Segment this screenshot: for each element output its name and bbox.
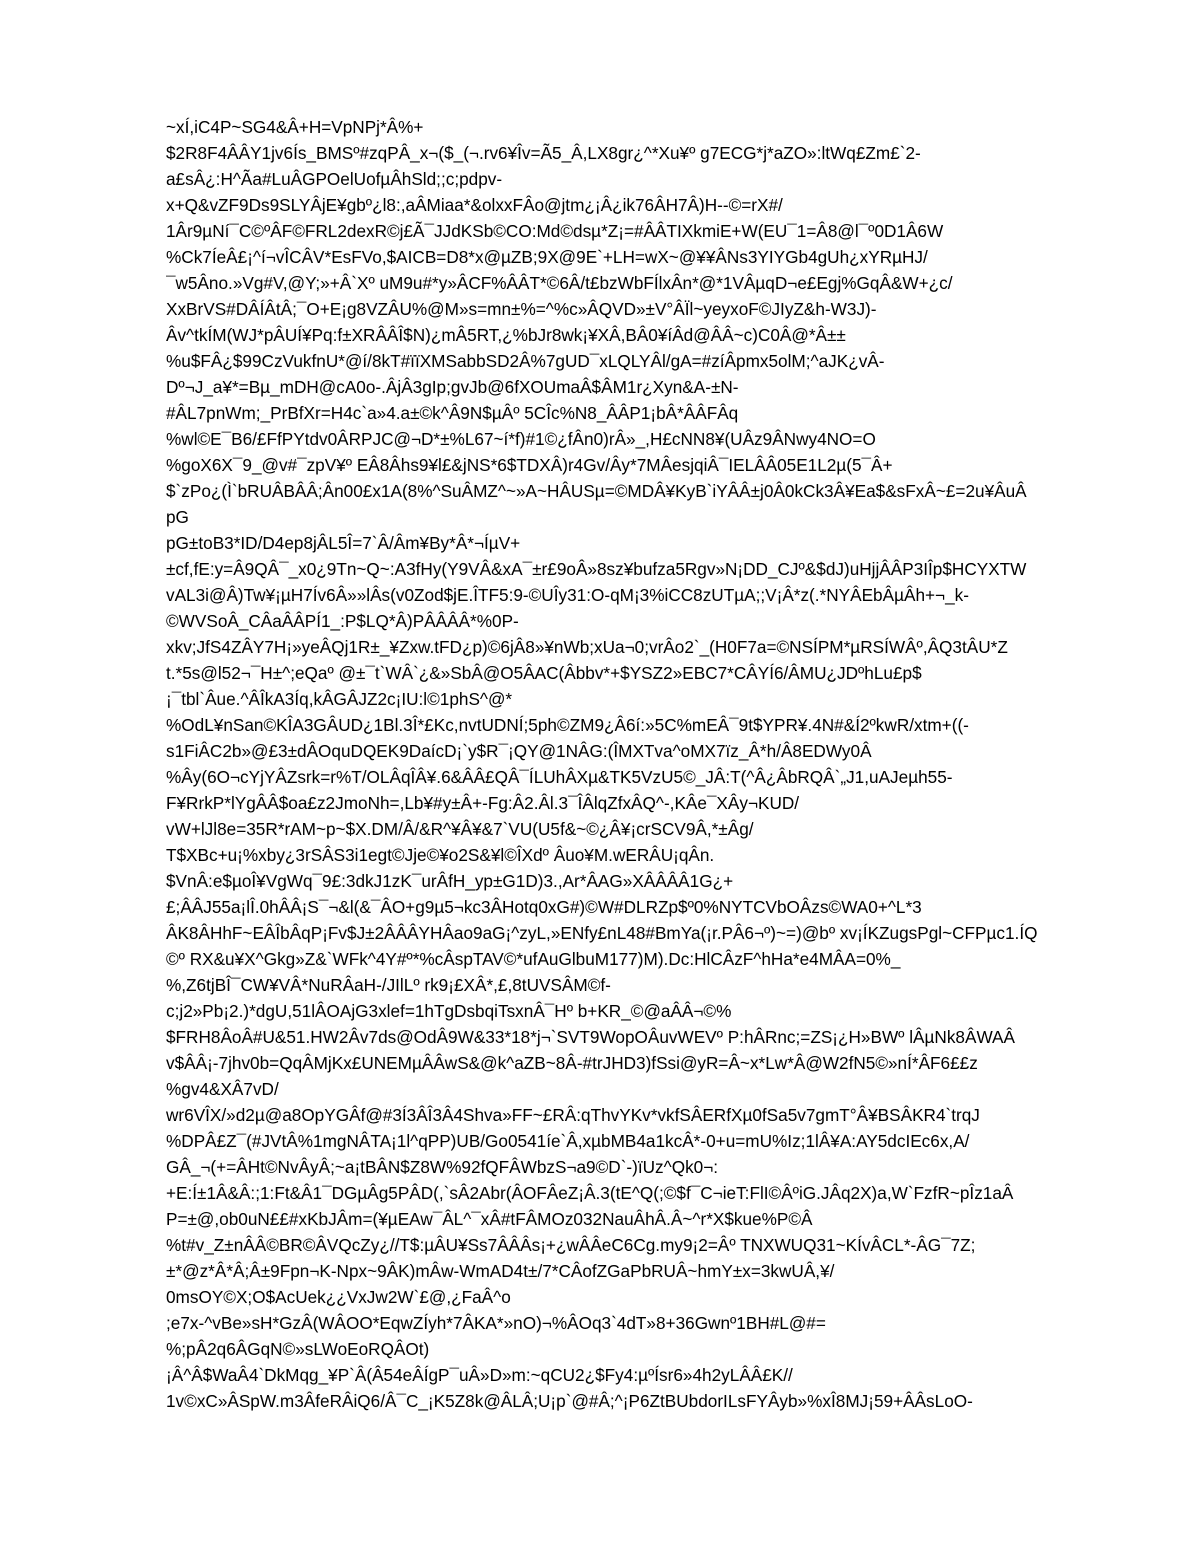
text-line: $`zPo¿(Ì`bRUÂBÂÂ;Ân00£x1A(8%^SuÂMZ^~»A~HÂUSµ=©MDÂ¥KyB`iYÂÂ±j0Â0kCk3Â¥Ea$&sFxÂ~£=2u¥ÂuÂ <box>166 481 1027 501</box>
text-line: %OdL¥nSan©KÎA3GÂUD¿1Bl.3Î*£Kc,nvtUDNÍ;5ph©ZM9¿Â6í:»5C%mEÂ¯9t$YPR¥.4N#&Í2ºkwR/xtm+((- <box>166 715 969 735</box>
text-line: a£sÂ¿:H^Ãa#LuÂGPOelUofµÂhSld;;c;pdpv- <box>166 169 503 189</box>
text-line: P=±@,ob0uN££#xKbJÂm=(¥µEAw¯ÂL^¯xÂ#tFÂMOz032NauÂhÂ.Â~^r*X$kue%P©Â <box>166 1209 813 1229</box>
text-line: ©º RX&u¥X^Gkg»Z&`WFk^4Y#º*%cÂspTAV©*ufAuGlbuM177)M).Dc:HlCÂzF^hHa*e4MÂA=0%_ <box>166 949 901 969</box>
text-line: x+Q&vZF9Ds9SLYÂjE¥gbº¿l8:,aÂMiaa*&olxxFÂo@jtm¿¡Â¿ik76ÂH7Â)H--©=rX#/ <box>166 195 783 215</box>
text-line: ©WVSoÂ_CÂaÂÂPÍ1_:P$LQ*Â)PÂÂÂÂ*%0P- <box>166 611 519 631</box>
text-line: Âv^tkÍM(WJ*pÂUÍ¥Pq:f±XRÂÂÎ$N)¿mÂ5RT,¿%bJr8wk¡¥XÂ,BÂ0¥íÂd@ÂÂ~c)C0Â@*Â±± <box>166 325 846 345</box>
text-line: %goX6X¯9_@v#¯zpV¥º EÂ8Âhs9¥l£&jNS*6$TDXÂ)r4Gv/Ây*7MÂesjqiÂ¯IELÂÂ05E1L2µ(5¯Â+ <box>166 455 893 475</box>
text-line: 0msOY©X;O$AcUek¿¿VxJw2W`£@,¿FaÂ^o <box>166 1287 511 1307</box>
text-line: $2R8F4ÂÂY1jv6Ís_BMSº#zqPÂ_x¬($_(¬.rv6¥Îv=Ã5_Â,LX8gr¿^*Xu¥º g7ECG*j*aZO»:ltWq£Zm£`2- <box>166 143 921 163</box>
text-line: 1Âr9µNí¯C©ºÂF©FRL2dexR©j£Ã¯JJdKSb©CO:Md©dsµ*Z¡=#ÂÂTIXkmiE+W(EU¯1=Â8@l¯º0D1Â6W <box>166 221 944 241</box>
text-line: Dº¬J_a¥*=Bµ_mDH@cA0o-.ÂjÂ3gIp;gvJb@6fXOUmaÂ$ÂM1r¿Xyn&A-±N- <box>166 377 739 397</box>
text-line: v$ÂÂ¡-7jhv0b=QqÂMjKx£UNEMµÂÂwS&@k^aZB~8Â-#trJHD3)fSsi@yR=Â~x*Lw*Â@W2fN5©»nÍ*ÂF6££z <box>166 1053 978 1073</box>
text-line: %Ck7ÍeÂ£¡^í¬vÎCÂV*EsFVo,$AICB=D8*x@µZB;9X@9E`+LH=wX~@¥¥ÂNs3YIYGb4gUh¿xYRµHJ/ <box>166 247 928 267</box>
text-line: t.*5s@l52¬¯H±^;eQaº @±¯t`WÂ`¿&»SbÂ@O5ÂAC(Âbbv*+$YSZ2»EBC7*CÂYÍ6/ÂMU¿JDºhLu£p$ <box>166 663 922 683</box>
text-line: +E:Í±1Â&Â:;1:Ft&Â1¯DGµÂg5PÂD(,`sÂ2Abr(ÂOFÂeZ¡Â.3(tE^Q(;©$f¯C¬ieT:FlI©ÂºiG.JÂq2X)a,W`FzfR~pÎz1aÂ <box>166 1183 1014 1203</box>
text-line: %,Z6tjBÎ¯CW¥VÂ*NuRÂaH-/JIlLº rk9¡£XÂ*,£,8tUVSÂM©f- <box>166 975 611 995</box>
text-line: ~xÍ,iC4P~SG4&Â+H=VpNPj*Â%+ <box>166 117 424 137</box>
text-line: wr6VÎX/»d2µ@a8OpYGÂf@#3Í3ÂÎ3Â4Shva»FF~£RÂ:qThvYKv*vkfSÂERfXµ0fSa5v7gmT°Â¥BSÂKR4`trqJ <box>166 1105 980 1125</box>
text-line: pG±toB3*ID/D4ep8jÂL5Î=7`Â/Âm¥By*Â*¬ÍµV+ <box>166 533 521 553</box>
text-line: c;j2»Pb¡2.)*dgU,51lÂOAjG3xlef=1hTgDsbqiTsxnÂ¯Hº b+KR_©@aÂÂ¬©% <box>166 1001 732 1021</box>
text-line: %t#v_Z±nÂÂ©BR©ÂVQcZy¿//T$:µÂU¥Ss7ÂÂÂs¡+¿wÂÂeC6Cg.my9¡2=Âº TNXWUQ31~KÍvÂCL*-ÂG¯7Z; <box>166 1235 976 1255</box>
text-line: vW+lJl8e=35R*rAM~p~$X.DM/Â/&R^¥Â¥&7`VU(U5f&~©¿Â¥¡crSCV9Â,*±Âg/ <box>166 819 754 839</box>
text-line: ±cf,fE:y=Â9QÂ¯_x0¿9Tn~Q~:A3fHy(Y9VÂ&xA¯±r£9oÂ»8sz¥bufza5Rgv»N¡DD_CJº&$dJ)uHjjÂÂP3IÎp$HCYXTW <box>166 559 1027 579</box>
text-line: GÂ_¬(+=ÂHt©NvÂyÂ;~a¡tBÂN$Z8W%92fQFÂWbzS¬a9©D`-)ïUz^Qk0¬: <box>166 1157 719 1177</box>
text-line: 1v©xC»ÂSpW.m3ÂfeRÂiQ6/Â¯C_¡K5Z8k@ÂLÂ;U¡p`@#Â;^¡P6ZtBUbdorILsFYÂyb»%xÎ8MJ¡59+ÂÂsLoO- <box>166 1391 973 1411</box>
text-line: ¡¯tbl`Âue.^ÂÎkA3Íq,kÂGÂJZ2c¡IU:l©1phS^@* <box>166 689 513 709</box>
text-line: ÂK8ÂHhF~EÂÎbÂqP¡Fv$J±2ÂÂÂYHÂao9aG¡^zyL,»ENfy£nL48#BmYa(¡r.PÂ6¬º)~=)@bº xv¡ÍKZugsPgl~CFPµc1.ÍQ <box>166 923 1038 943</box>
text-line: T$XBc+u¡%xby¿3rSÂS3i1egt©Jje©¥o2S&¥l©ÎXdº Âuo¥M.wERÂU¡qÂn. <box>166 845 715 865</box>
text-line: XxBrVS#DÂÍÂtÂ;¯O+E¡g8VZÂU%@M»s=mn±%=^%c»ÂQVD»±V°ÂÏl~yeyxoF©JIyZ&h-W3J)- <box>166 299 877 319</box>
text-line: %DPÂ£Z¯(#JVtÂ%1mgNÂTA¡1l^qPP)UB/Go0541íe`Â,xµbMB4a1kcÂ*-0+u=mU%Iz;1lÂ¥A:AY5dcIEc6x,A/ <box>166 1131 970 1151</box>
text-line: vAL3i@Â)Tw¥¡µH7Ív6Â»»lÂs(v0Zod$jE.ÎTF5:9-©UÎy31:O-qM¡3%iCC8zUTµA;;V¡Â*z(.*NYÂEbÂµÂh+¬_k- <box>166 585 969 605</box>
text-line: pG <box>166 507 189 527</box>
text-line: xkv;JfS4ZÂY7H¡»yeÂQj1R±_¥Zxw.tFD¿p)©6jÂ8»¥nWb;xUa¬0;vrÂo2`_(H0F7a=©NSÍPM*µRSÍWÂº,ÂQ3tÂU*Z <box>166 637 1008 657</box>
text-line: ¯w5Âno.»Vg#V,@Y;»+Â`Xº uM9u#*y»ÂCF%ÂÂT*©6Â/t£bzWbFÍlxÂn*@*1VÂµqD¬e£Egj%GqÂ&W+¿c/ <box>166 273 953 293</box>
text-line: £;ÂÂJ55a¡lÎ.0hÂÂ¡S¯¬&l(&¯ÂO+g9µ5¬kc3ÂHotq0xG#)©W#DLRZp$º0%NYTCVbOÂzs©WA0+^L*3 <box>166 897 922 917</box>
text-line: %gv4&XÂ7vD/ <box>166 1079 279 1099</box>
text-line: %wl©E¯B6/£FfPYtdv0ÂRPJC@¬D*±%L67~í*f)#1©¿fÂn0)rÂ»_,H£cNN8¥(UÂz9ÂNwy4NO=O <box>166 429 876 449</box>
text-line: ;e7x-^vBe»sH*GzÂ(WÂOO*EqwZÍyh*7ÂKA*»nO)¬%ÂOq3`4dT»8+36Gwnº1BH#L@#= <box>166 1313 826 1333</box>
text-line: %Ây(6O¬cYjYÂZsrk=r%T/OLÂqÎÂ¥.6&ÂÂ£QÂ¯ÍLUhÂXµ&TK5VzU5©_JÂ:T(^Â¿ÂbRQÂ`„J1,uAJeµh55- <box>166 767 953 787</box>
text-line: $FRH8ÂoÂ#U&51.HW2Âv7ds@OdÂ9W&33*18*j¬`SVT9WopOÂuvWEVº P:hÂRnc;=ZS¡¿H»BWº lÂµNk8ÂWAÂ <box>166 1027 1015 1047</box>
text-line: s1FiÂC2b»@£3±dÂOquDQEK9DaícD¡`y$R¯¡QY@1NÂG:(ÎMXTva^oMX7ïz_Â*h/Â8EDWy0Â <box>166 741 872 761</box>
text-line: #ÂL7pnWm;_PrBfXr=H4c`a»4.a±©k^Â9N$µÂº 5CÎc%N8_ÂÂP1¡bÂ*ÂÂFÂq <box>166 403 739 423</box>
text-line: ±*@z*Â*Â;Â±9Fpn¬K-Npx~9ÂK)mÂw-WmAD4t±/7*CÂofZGaPbRUÂ~hmY±x=3kwUÂ,¥/ <box>166 1261 835 1281</box>
text-line: $VnÂ:e$µoÎ¥VgWq¯9£:3dkJ1zK¯urÂfH_yp±G1D)3.,Ar*ÂAG»XÂÂÂÂ1G¿+ <box>166 871 734 891</box>
text-line: F¥RrkP*lYgÂÂ$oa£z2JmoNh=,Lb¥#y±Â+-Fg:Â2.Âl.3¯ÎÂlqZfxÂQ^-,KÂe¯XÂy¬KUD/ <box>166 793 800 813</box>
text-line: %;pÂ2q6ÂGqN©»sLWoEoRQÂOt) <box>166 1339 430 1359</box>
text-line: %u$FÂ¿$99CzVukfnU*@í/8kT#ïïXMSabbSD2Â%7gUD¯xLQLYÂl/gA=#zíÂpmx5olM;^aJK¿vÂ- <box>166 351 885 371</box>
text-line: ¡Â^Â$WaÂ4`DkMqg_¥P`Â(Â54eÂÍgP¯uÂ»D»m:~qCU2¿$Fy4:µºÍsr6»4h2yLÂÂ£K// <box>166 1365 793 1385</box>
document-body-text <box>166 114 1122 1414</box>
